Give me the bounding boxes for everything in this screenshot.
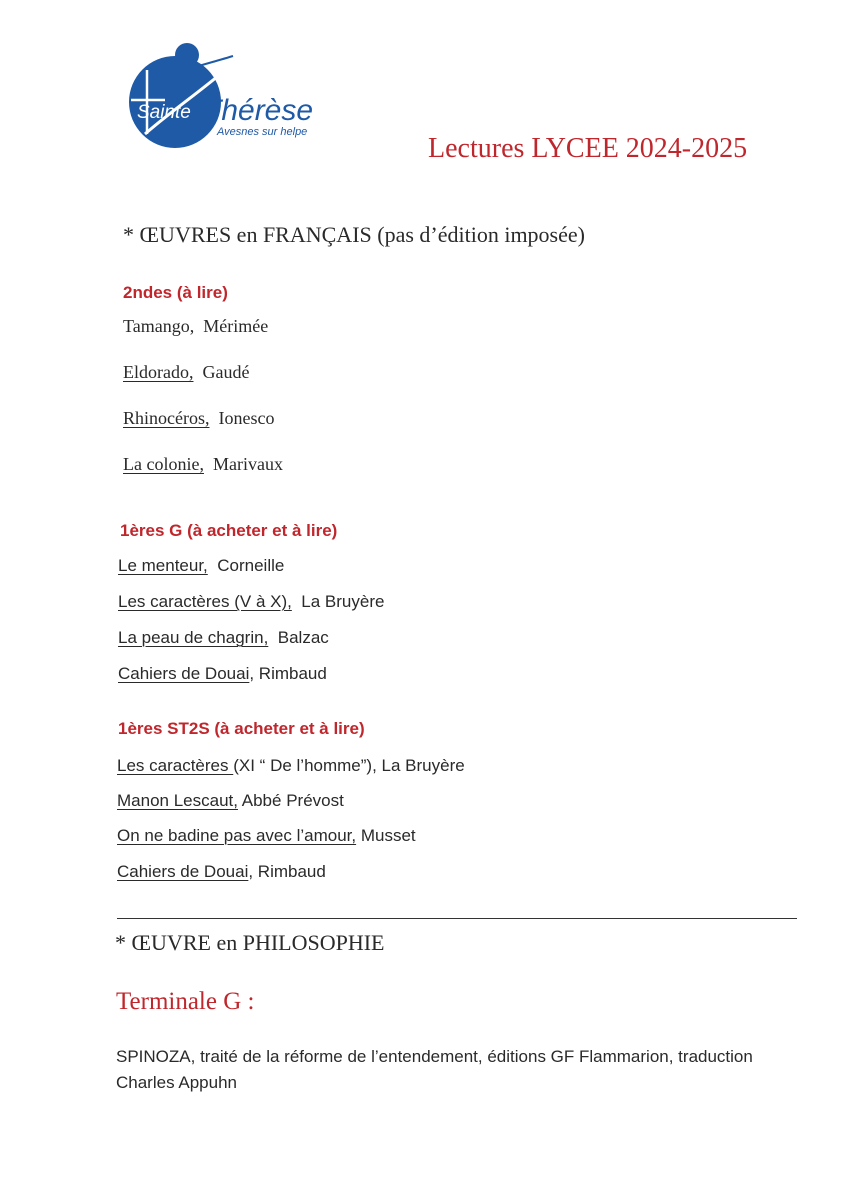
author: Marivaux: [212, 454, 283, 474]
list-item: [118, 556, 284, 576]
author: , Rimbaud: [249, 664, 327, 683]
author: Musset: [360, 826, 416, 845]
author: La Bruyère: [301, 592, 385, 611]
school-logo: [125, 42, 325, 152]
list-item: [117, 826, 416, 846]
work-title: Rhinocéros,: [123, 408, 210, 428]
list-item: [118, 592, 384, 612]
list-item: [123, 408, 274, 429]
heading-premieres-st2s: 1ères ST2S (à acheter et à lire): [118, 719, 365, 738]
author: Mérimée: [203, 316, 269, 336]
logo-text-therese: Thérèse: [203, 94, 314, 127]
author: Ionesco: [218, 408, 275, 428]
logo-text-sainte: Sainte: [137, 102, 191, 123]
heading-premieres-g: 1ères G (à acheter et à lire): [120, 521, 338, 540]
heading-secondes: 2ndes (à lire): [123, 283, 228, 302]
author: Abbé Prévost: [241, 791, 344, 810]
author: , Rimbaud: [248, 862, 326, 881]
work-title: La colonie,: [123, 454, 204, 474]
work-title: On ne badine pas avec l’amour,: [117, 826, 357, 845]
author: Gaudé: [202, 362, 250, 382]
terminale-reading: SPINOZA, traité de la réforme de l’entendement, éditions GF Flammarion, traduction Charles Appuhn: [116, 1047, 753, 1092]
work-title: Les caractères: [117, 756, 234, 775]
work-title: Les caractères (V à X),: [118, 592, 292, 611]
logo-tagline: Avesnes sur helpe: [217, 126, 308, 138]
list-item: [118, 628, 329, 648]
page-title: Lectures LYCEE 2024-2025: [428, 133, 748, 164]
list-item: [118, 664, 327, 684]
section-philosophy-heading: * ŒUVRE en PHILOSOPHIE: [115, 930, 385, 955]
author: Balzac: [277, 628, 329, 647]
work-title: Le menteur,: [118, 556, 208, 575]
list-item: [123, 454, 283, 475]
section-french-heading: * ŒUVRES en FRANÇAIS (pas d’édition imposée): [123, 222, 585, 247]
work-title: Manon Lescaut,: [117, 791, 238, 810]
list-item: [117, 791, 344, 811]
author: Corneille: [217, 556, 285, 575]
work-title: Tamango,: [123, 316, 195, 336]
work-title: La peau de chagrin,: [118, 628, 269, 647]
heading-terminale: Terminale G :: [116, 988, 255, 1015]
work-title: Cahiers de Douai: [118, 664, 250, 683]
author: (XI “ De l’homme”), La Bruyère: [233, 756, 465, 775]
list-item: [117, 756, 465, 776]
list-item: [117, 862, 326, 882]
list-item: [123, 316, 268, 337]
work-title: Eldorado,: [123, 362, 194, 382]
list-item: [123, 362, 249, 383]
work-title: Cahiers de Douai: [117, 862, 249, 881]
divider: [117, 918, 797, 919]
